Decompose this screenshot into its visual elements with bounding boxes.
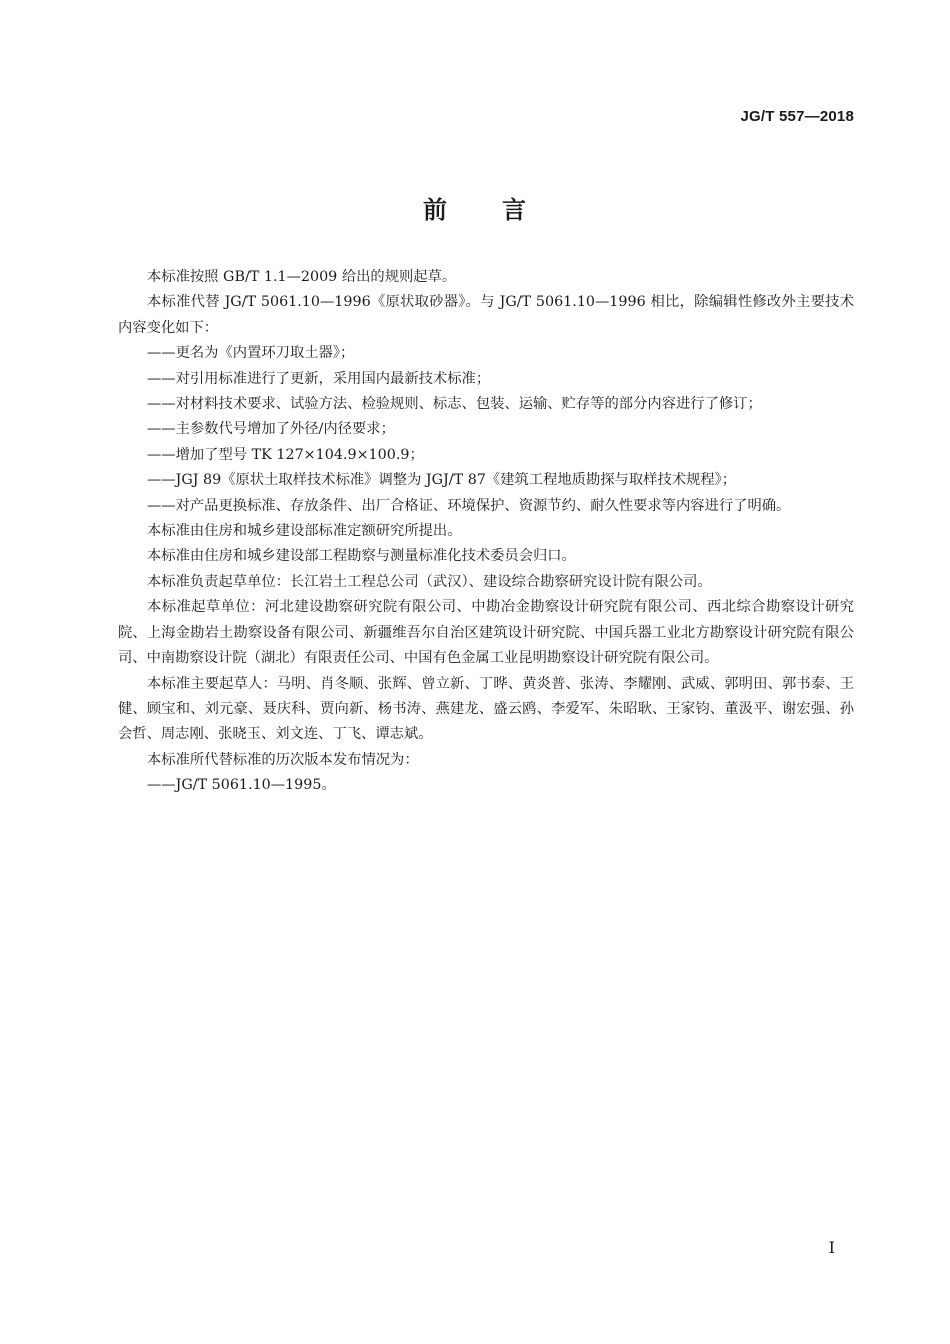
paragraph-proposer: 本标准由住房和城乡建设部标准定额研究所提出。 xyxy=(147,523,462,540)
title-char-1: 前 xyxy=(423,196,448,224)
paragraph-replacement: 本标准代替 JG/T 5061.10—1996《原状取砂器》。与 JG/T 5061.10—1996 相比，除编辑性修改外主要技术内容变化如下： xyxy=(118,294,854,336)
paragraph-centralized: 本标准由住房和城乡建设部工程勘察与测量标准化技术委员会归口。 xyxy=(147,548,576,565)
change-item: ——对材料技术要求、试验方法、检验规则、标志、包装、运输、贮存等的部分内容进行了修订； xyxy=(147,396,762,413)
foreword-body xyxy=(118,265,854,799)
paragraph-responsible-units: 本标准负责起草单位：长江岩土工程总公司（武汉）、建设综合勘察研究设计院有限公司。 xyxy=(147,573,712,590)
history-item: ——JG/T 5061.10—1995。 xyxy=(147,777,336,794)
change-item: ——JGJ 89《原状土取样技术标准》调整为 JGJ/T 87《建筑工程地质勘探与取样技术规程》； xyxy=(147,472,737,489)
paragraph-drafting-rules: 本标准按照 GB/T 1.1—2009 给出的规则起草。 xyxy=(147,269,457,285)
page-number: I xyxy=(828,1238,835,1257)
change-item: ——主参数代号增加了外径/内径要求； xyxy=(147,421,395,438)
paragraph-drafters: 本标准主要起草人：马明、肖冬顺、张辉、曾立新、丁晔、黄炎普、张涛、李耀刚、武威、郭明田、郭书泰、王健、顾宝和、刘元豪、聂庆科、贾向新、杨书涛、燕建龙、盛云鸥、李爱军、朱昭耿、王家钧、董汲平、谢宏强、孙会哲、周志刚、张晓玉、刘文连、丁飞、谭志斌。 xyxy=(118,675,854,743)
change-item: ——对引用标准进行了更新，采用国内最新技术标准； xyxy=(147,370,491,387)
standard-code: JG/T 557—2018 xyxy=(740,108,854,125)
page-title xyxy=(0,190,950,225)
change-item: ——增加了型号 TK 127×104.9×100.9； xyxy=(147,446,424,463)
change-item: ——更名为《内置环刀取土器》； xyxy=(147,345,355,362)
title-char-2: 言 xyxy=(502,196,527,224)
paragraph-drafting-units: 本标准起草单位：河北建设勘察研究院有限公司、中勘冶金勘察设计研究院有限公司、西北综合勘察设计研究院、上海金勘岩土勘察设备有限公司、新疆维吾尔自治区建筑设计研究院、中国兵器工业北方勘察设计研究院有限公司、中南勘察设计院（湖北）有限责任公司、中国有色金属工业昆明勘察设计研究院有限公司。 xyxy=(118,599,854,667)
paragraph-history: 本标准所代替标准的历次版本发布情况为： xyxy=(147,751,419,768)
change-item: ——对产品更换标准、存放条件、出厂合格证、环境保护、资源节约、耐久性要求等内容进行了明确。 xyxy=(147,497,791,514)
